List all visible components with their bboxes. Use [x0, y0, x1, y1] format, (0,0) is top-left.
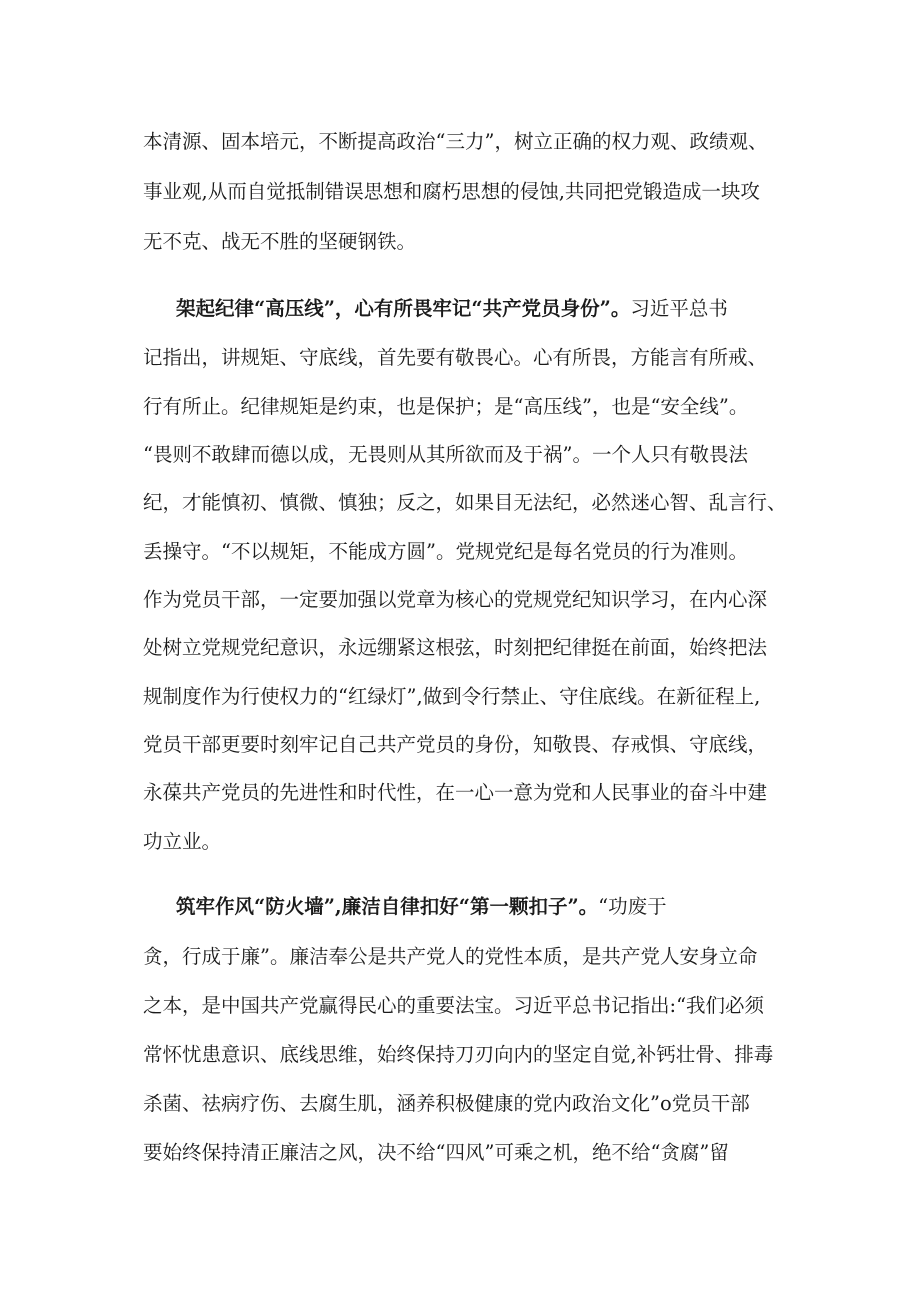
text-line: 作为党员干部，一定要加强以党章为核心的党规党纪知识学习，在内心深: [143, 588, 768, 611]
text-line: 行有所止。纪律规矩是约束，也是保护；是“高压线”，也是“安全线”。: [143, 395, 749, 418]
text-line: 永葆共产党员的先进性和时代性，在一心一意为党和人民事业的奋斗中建: [143, 781, 768, 804]
text-line: 要始终保持清正廉洁之风，决不给“四风”可乘之机，绝不给“贪腐”留: [143, 1141, 729, 1164]
text-line: 记指出，讲规矩、守底线，首先要有敬畏心。心有所畏，方能言有所戒、: [143, 346, 768, 369]
paragraph-first-line: [176, 295, 803, 323]
text-line: 常怀忧患意识、底线思维，始终保持刀刃向内的坚定自觉,补钙壮骨、排毒: [143, 1043, 774, 1066]
text-line: 丢操守。“不以规矩，不能成方圆”。党规党纪是每名党员的行为准则。: [143, 540, 748, 563]
paragraph-first-line-rest: “功废于: [598, 895, 667, 918]
text-line: “畏则不敢肆而德以成，无畏则从其所欲而及于祸”。一个人只有敬畏法: [143, 443, 748, 466]
paragraph-first-line: [176, 893, 803, 921]
text-line: 本清源、固本培元，不断提高政治“三力”，树立正确的权力观、政绩观、: [143, 130, 768, 153]
text-line: 功立业。: [143, 830, 222, 853]
text-line: 事业观,从而自觉抵制错误思想和腐朽思想的侵蚀,共同把党锻造成一块攻: [143, 180, 760, 203]
text-line: 规制度作为行使权力的“红绿灯”,做到令行禁止、守住底线。在新征程上,: [143, 685, 761, 708]
paragraph-heading: 筑牢作风“防火墙”,廉洁自律扣好“第一颗扣子”。: [176, 895, 599, 918]
text-line: 无不克、战无不胜的坚硬钢铁。: [143, 230, 417, 253]
text-line: 杀菌、祛病疗伤、去腐生肌，涵养积极健康的党内政治文化”o党员干部: [143, 1092, 750, 1115]
paragraph-first-line-rest: 习近平总书: [630, 297, 728, 320]
text-line: 之本，是中国共产党赢得民心的重要法宝。习近平总书记指出:“我们必须: [143, 994, 765, 1017]
text-line: 纪，才能慎初、慎微、慎独；反之，如果目无法纪，必然迷心智、乱言行、: [143, 491, 787, 514]
text-line: 贪，行成于廉”。廉洁奉公是共产党人的党性本质，是共产党人安身立命: [143, 945, 758, 968]
paragraph-heading: 架起纪律“高压线”，心有所畏牢记“共产党员身份”。: [176, 297, 631, 320]
text-line: 党员干部更要时刻牢记自己共产党员的身份，知敬畏、存戒惧、守底线，: [143, 733, 768, 756]
text-line: 处树立党规党纪意识，永远绷紧这根弦，时刻把纪律挺在前面，始终把法: [143, 636, 768, 659]
